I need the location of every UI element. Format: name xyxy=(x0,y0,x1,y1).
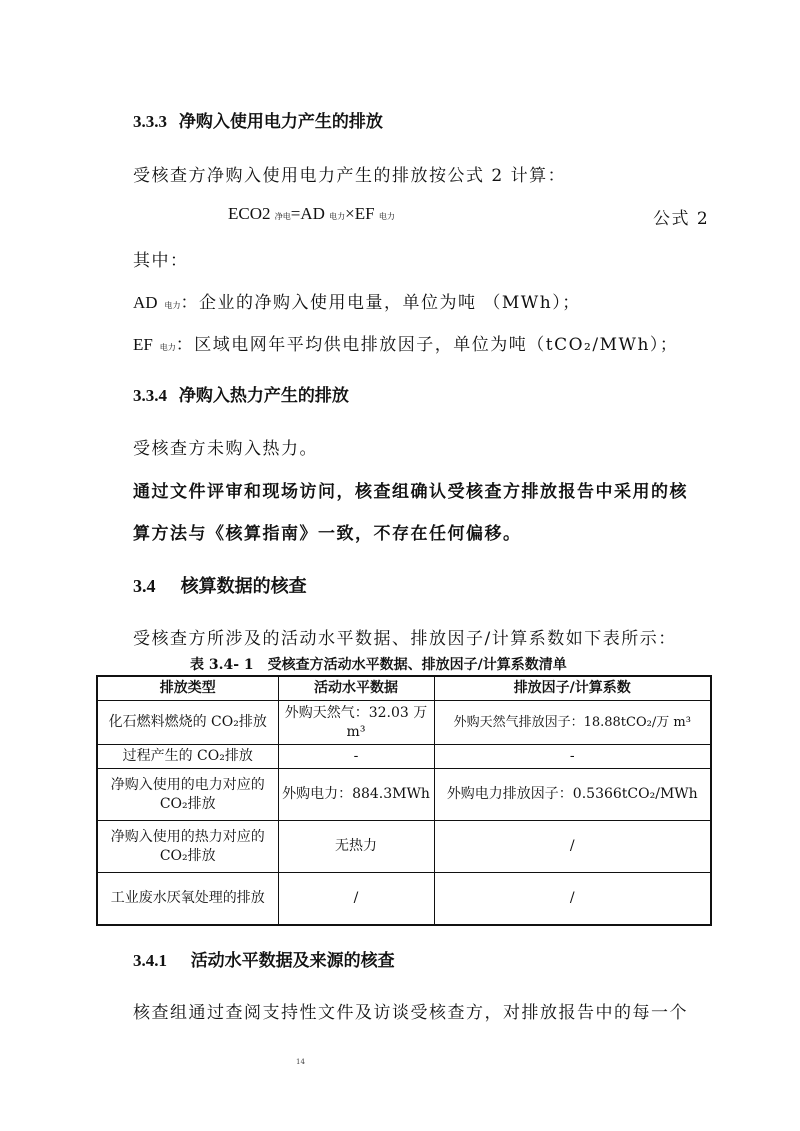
section-heading-3-3-4 xyxy=(133,381,349,406)
cell-type: 过程产生的 CO₂排放 xyxy=(97,745,278,769)
paragraph-table-intro: 受核查方所涉及的活动水平数据、排放因子/计算系数如下表所示： xyxy=(133,629,677,649)
cell-activity: / xyxy=(278,873,434,925)
cell-activity: 外购天然气：32.03 万 m³ xyxy=(278,701,434,745)
formula-times-ef: ×EF xyxy=(345,204,375,223)
formula-subscript-2: 2 xyxy=(262,204,271,223)
cell-factor: 外购电力排放因子：0.5366tCO₂/MWh xyxy=(434,769,711,821)
ad-subscript: 电力 xyxy=(164,301,181,310)
formula-subscript-net-electricity: 净电 xyxy=(274,212,291,221)
ef-symbol: EF xyxy=(133,335,153,354)
formula-subscript-electricity: 电力 xyxy=(329,212,346,221)
table-row xyxy=(97,769,711,821)
table-row xyxy=(97,745,711,769)
cell-activity: - xyxy=(278,745,434,769)
cell-type: 化石燃料燃烧的 CO₂排放 xyxy=(97,701,278,745)
cell-factor: / xyxy=(434,873,711,925)
section-number: 3.3.4 xyxy=(133,386,167,405)
paragraph-formula-intro: 受核查方净购入使用电力产生的排放按公式 2 计算： xyxy=(133,166,567,186)
conclusion-line-2: 算方法与《核算指南》一致，不存在任何偏移。 xyxy=(133,524,522,544)
cell-activity: 无热力 xyxy=(278,821,434,873)
page-number: 14 xyxy=(296,1058,305,1066)
paragraph-no-heat: 受核查方未购入热力。 xyxy=(133,439,318,459)
table-caption: 表 3.4- 1 受核查方活动水平数据、排放因子/计算系数清单 xyxy=(190,657,567,673)
cell-factor: 外购天然气排放因子：18.88tCO₂/万 m³ xyxy=(434,701,711,745)
table-row xyxy=(97,821,711,873)
ef-definition xyxy=(133,330,678,355)
section-heading-3-4 xyxy=(133,572,307,598)
cell-type: 净购入使用的热力对应的 CO₂排放 xyxy=(97,821,278,873)
where-label: 其中： xyxy=(133,251,189,271)
table-row xyxy=(97,701,711,745)
ad-definition xyxy=(133,288,581,313)
header-emission-type: 排放类型 xyxy=(97,676,278,701)
section-title: 净购入热力产生的排放 xyxy=(178,386,349,406)
ef-subscript: 电力 xyxy=(159,343,176,352)
table-row xyxy=(97,873,711,925)
formula-eco: ECO xyxy=(228,204,262,223)
section-number: 3.4 xyxy=(133,576,156,596)
formula-label: 公式 2 xyxy=(653,209,710,229)
formula-subscript-electricity-2: 电力 xyxy=(378,212,395,221)
section-number: 3.3.3 xyxy=(133,112,167,131)
cell-type: 净购入使用的电力对应的 CO₂排放 xyxy=(97,769,278,821)
section-number: 3.4.1 xyxy=(133,951,167,970)
ad-symbol: AD xyxy=(133,293,158,312)
table-header-row xyxy=(97,676,711,701)
formula-2 xyxy=(228,204,395,224)
section-heading-3-4-1 xyxy=(133,946,395,971)
paragraph-activity-check: 核查组通过查阅支持性文件及访谈受核查方，对排放报告中的每一个 xyxy=(133,1003,688,1023)
ef-text: ：区域电网年平均供电排放因子，单位为吨（tCO₂/MWh）； xyxy=(175,335,679,355)
formula-eq-ad: =AD xyxy=(290,204,325,223)
cell-factor: / xyxy=(434,821,711,873)
header-activity-data: 活动水平数据 xyxy=(278,676,434,701)
conclusion-line-1: 通过文件评审和现场访问，核查组确认受核查方排放报告中采用的核 xyxy=(133,482,688,502)
cell-type: 工业废水厌氧处理的排放 xyxy=(97,873,278,925)
section-title: 核算数据的核查 xyxy=(180,576,307,597)
cell-activity: 外购电力：884.3MWh xyxy=(278,769,434,821)
section-heading-3-3-3 xyxy=(133,107,383,132)
data-table xyxy=(96,675,712,926)
header-emission-factor: 排放因子/计算系数 xyxy=(434,676,711,701)
section-title: 活动水平数据及来源的核查 xyxy=(190,951,395,971)
ad-text: ：企业的净购入使用电量，单位为吨 （MWh）； xyxy=(180,293,581,313)
cell-factor: - xyxy=(434,745,711,769)
section-title: 净购入使用电力产生的排放 xyxy=(178,112,383,132)
